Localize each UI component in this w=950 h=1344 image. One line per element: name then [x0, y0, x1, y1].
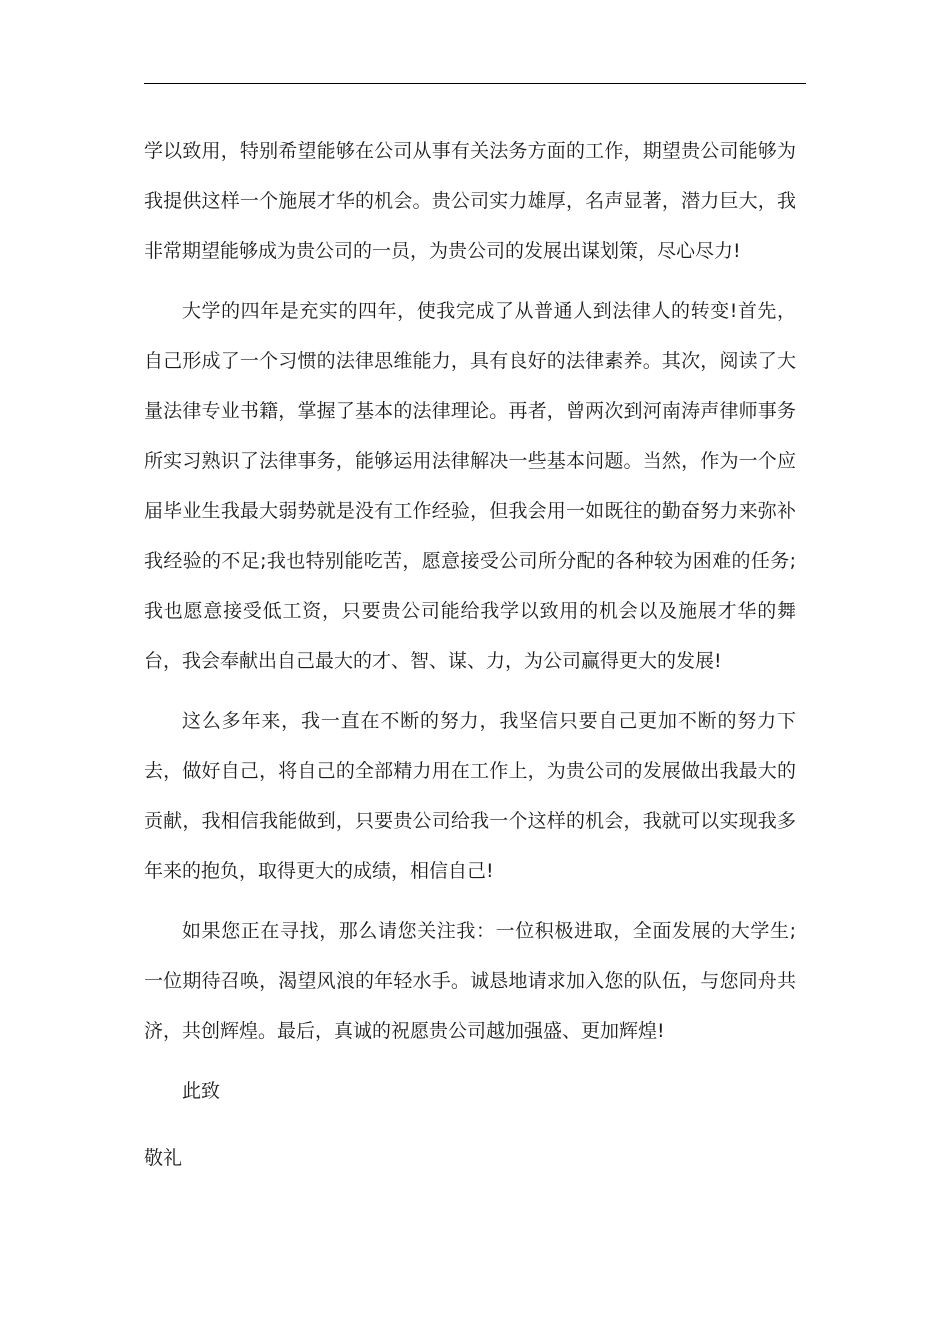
letter-body: [144, 126, 796, 1116]
salutation-line: 敬礼: [144, 1147, 183, 1169]
header-divider: [144, 83, 806, 84]
paragraph-request: 如果您正在寻找，那么请您关注我：一位积极进取，全面发展的大学生;一位期待召唤，渴望风浪的年轻水手。诚恳地请求加入您的队伍，与您同舟共济，共创辉煌。最后，真诚的祝愿贵公司越加强盛、更加辉煌!: [144, 920, 796, 1042]
paragraph-commitment: 这么多年来，我一直在不断的努力，我坚信只要自己更加不断的努力下去，做好自己，将自己的全部精力用在工作上，为贵公司的发展做出我最大的贡献，我相信我能做到，只要贵公司给我一个这样的机会，我就可以实现我多年来的抱负，取得更大的成绩，相信自己!: [144, 710, 796, 882]
closing-line: 此致: [182, 1080, 221, 1102]
paragraph-continuation: 学以致用，特别希望能够在公司从事有关法务方面的工作，期望贵公司能够为我提供这样一个施展才华的机会。贵公司实力雄厚，名声显著，潜力巨大，我非常期望能够成为贵公司的一员，为贵公司的发展出谋划策，尽心尽力!: [144, 140, 796, 262]
paragraph-university-experience: 大学的四年是充实的四年，使我完成了从普通人到法律人的转变!首先，自己形成了一个习惯的法律思维能力，具有良好的法律素养。其次，阅读了大量法律专业书籍，掌握了基本的法律理论。再者，曾两次到河南涛声律师事务所实习熟识了法律事务，能够运用法律解决一些基本问题。当然，作为一个应届毕业生我最大弱势就是没有工作经验，但我会用一如既往的勤奋努力来弥补我经验的不足;我也特别能吃苦，愿意接受公司所分配的各种较为困难的任务;我也愿意接受低工资，只要贵公司能给我学以致用的机会以及施展才华的舞台，我会奉献出自己最大的才、智、谋、力，为公司赢得更大的发展!: [144, 300, 796, 672]
